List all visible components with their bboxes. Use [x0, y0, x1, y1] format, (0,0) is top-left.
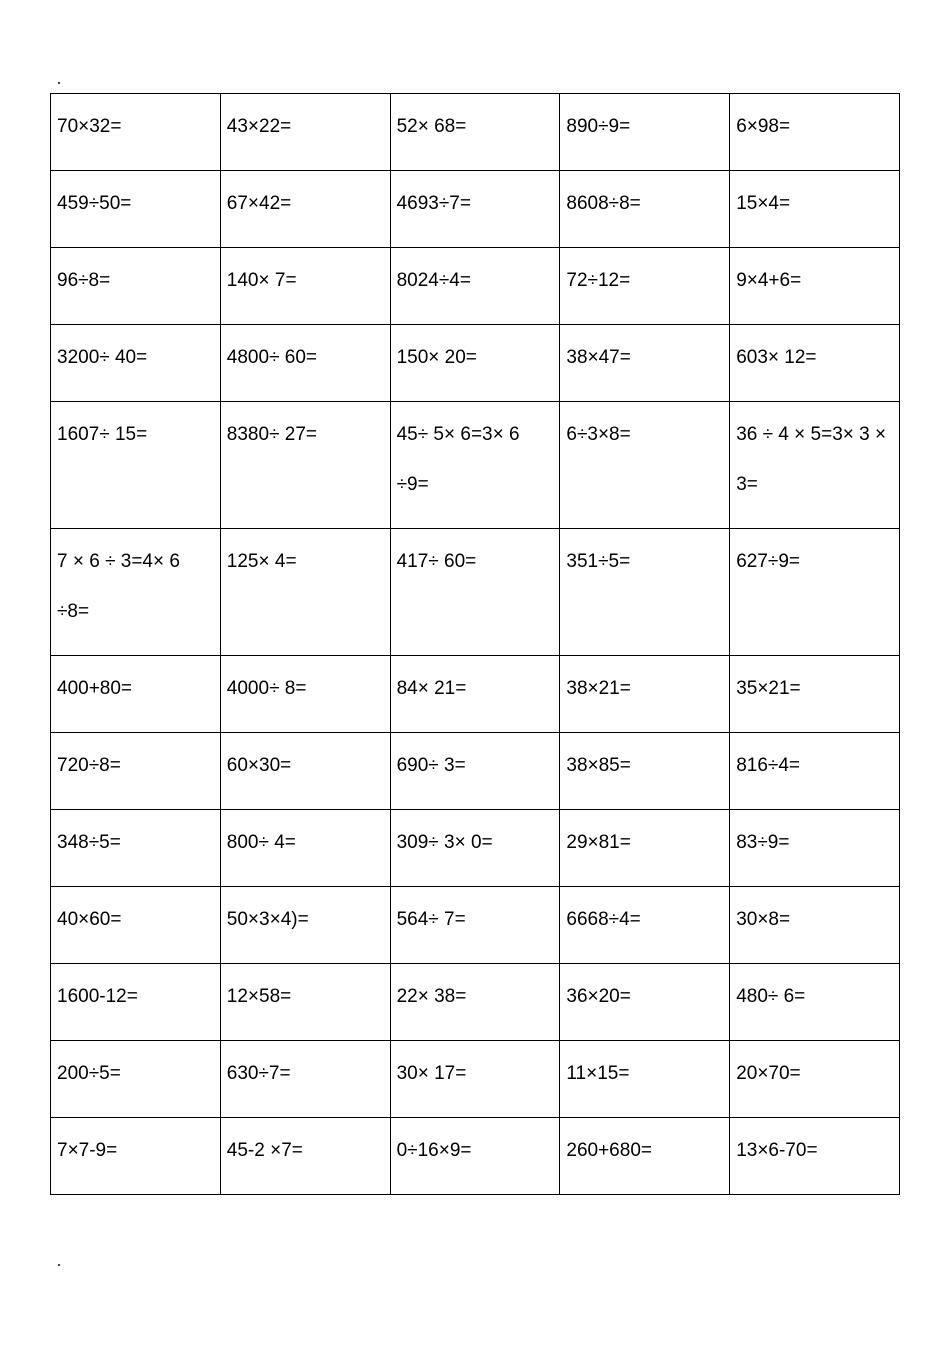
table-row [51, 171, 900, 248]
table-cell: 890÷9= [560, 94, 730, 171]
table-row [51, 964, 900, 1041]
table-cell: 13×6-70= [730, 1118, 900, 1195]
table-cell: 603× 12= [730, 325, 900, 402]
table-cell: 30×8= [730, 887, 900, 964]
table-cell: 22× 38= [390, 964, 560, 1041]
table-cell: 70×32= [51, 94, 221, 171]
table-row [51, 325, 900, 402]
table-cell: 8380÷ 27= [220, 402, 390, 529]
table-cell: 45÷ 5× 6=3× 6 ÷9= [390, 402, 560, 529]
table-row [51, 1041, 900, 1118]
table-cell: 0÷16×9= [390, 1118, 560, 1195]
table-cell: 4693÷7= [390, 171, 560, 248]
table-cell: 6÷3×8= [560, 402, 730, 529]
table-row [51, 887, 900, 964]
arithmetic-worksheet-table [50, 93, 900, 1195]
table-cell: 6×98= [730, 94, 900, 171]
table-cell: 564÷ 7= [390, 887, 560, 964]
table-cell: 630÷7= [220, 1041, 390, 1118]
table-cell: 690÷ 3= [390, 733, 560, 810]
table-cell: 38×47= [560, 325, 730, 402]
table-row [51, 656, 900, 733]
table-cell: 125× 4= [220, 529, 390, 656]
table-cell: 627÷9= [730, 529, 900, 656]
table-cell: 20×70= [730, 1041, 900, 1118]
table-cell: 400+80= [51, 656, 221, 733]
table-cell: 35×21= [730, 656, 900, 733]
table-cell: 1600-12= [51, 964, 221, 1041]
table-cell: 8608÷8= [560, 171, 730, 248]
table-cell: 84× 21= [390, 656, 560, 733]
table-cell: 3200÷ 40= [51, 325, 221, 402]
table-cell: 67×42= [220, 171, 390, 248]
table-cell: 29×81= [560, 810, 730, 887]
table-cell: 1607÷ 15= [51, 402, 221, 529]
table-cell: 816÷4= [730, 733, 900, 810]
table-cell: 40×60= [51, 887, 221, 964]
table-cell: 9×4+6= [730, 248, 900, 325]
table-cell: 7×7-9= [51, 1118, 221, 1195]
table-cell: 72÷12= [560, 248, 730, 325]
table-cell: 309÷ 3× 0= [390, 810, 560, 887]
table-cell: 4000÷ 8= [220, 656, 390, 733]
table-cell: 459÷50= [51, 171, 221, 248]
table-cell: 417÷ 60= [390, 529, 560, 656]
table-row [51, 733, 900, 810]
table-cell: 96÷8= [51, 248, 221, 325]
table-cell: 38×21= [560, 656, 730, 733]
table-cell: 260+680= [560, 1118, 730, 1195]
table-cell: 52× 68= [390, 94, 560, 171]
page-marker-dot [58, 1264, 60, 1266]
table-cell: 4800÷ 60= [220, 325, 390, 402]
table-row [51, 1118, 900, 1195]
table-cell: 60×30= [220, 733, 390, 810]
table-row [51, 402, 900, 529]
table-cell: 480÷ 6= [730, 964, 900, 1041]
table-cell: 50×3×4)= [220, 887, 390, 964]
table-row [51, 94, 900, 171]
table-cell: 36×20= [560, 964, 730, 1041]
table-cell: 348÷5= [51, 810, 221, 887]
table-cell: 38×85= [560, 733, 730, 810]
table-cell: 11×15= [560, 1041, 730, 1118]
table-cell: 45-2 ×7= [220, 1118, 390, 1195]
table-cell: 30× 17= [390, 1041, 560, 1118]
table-row [51, 529, 900, 656]
table-cell: 7 × 6 ÷ 3=4× 6 ÷8= [51, 529, 221, 656]
table-cell: 15×4= [730, 171, 900, 248]
table-cell: 12×58= [220, 964, 390, 1041]
table-cell: 43×22= [220, 94, 390, 171]
table-cell: 720÷8= [51, 733, 221, 810]
table-cell: 6668÷4= [560, 887, 730, 964]
table-cell: 351÷5= [560, 529, 730, 656]
table-row [51, 248, 900, 325]
table-cell: 200÷5= [51, 1041, 221, 1118]
page-marker-dot [58, 82, 60, 84]
table-cell: 800÷ 4= [220, 810, 390, 887]
table-cell: 8024÷4= [390, 248, 560, 325]
table-cell: 83÷9= [730, 810, 900, 887]
table-cell: 36 ÷ 4 × 5=3× 3 × 3= [730, 402, 900, 529]
table-cell: 150× 20= [390, 325, 560, 402]
table-row [51, 810, 900, 887]
table-cell: 140× 7= [220, 248, 390, 325]
